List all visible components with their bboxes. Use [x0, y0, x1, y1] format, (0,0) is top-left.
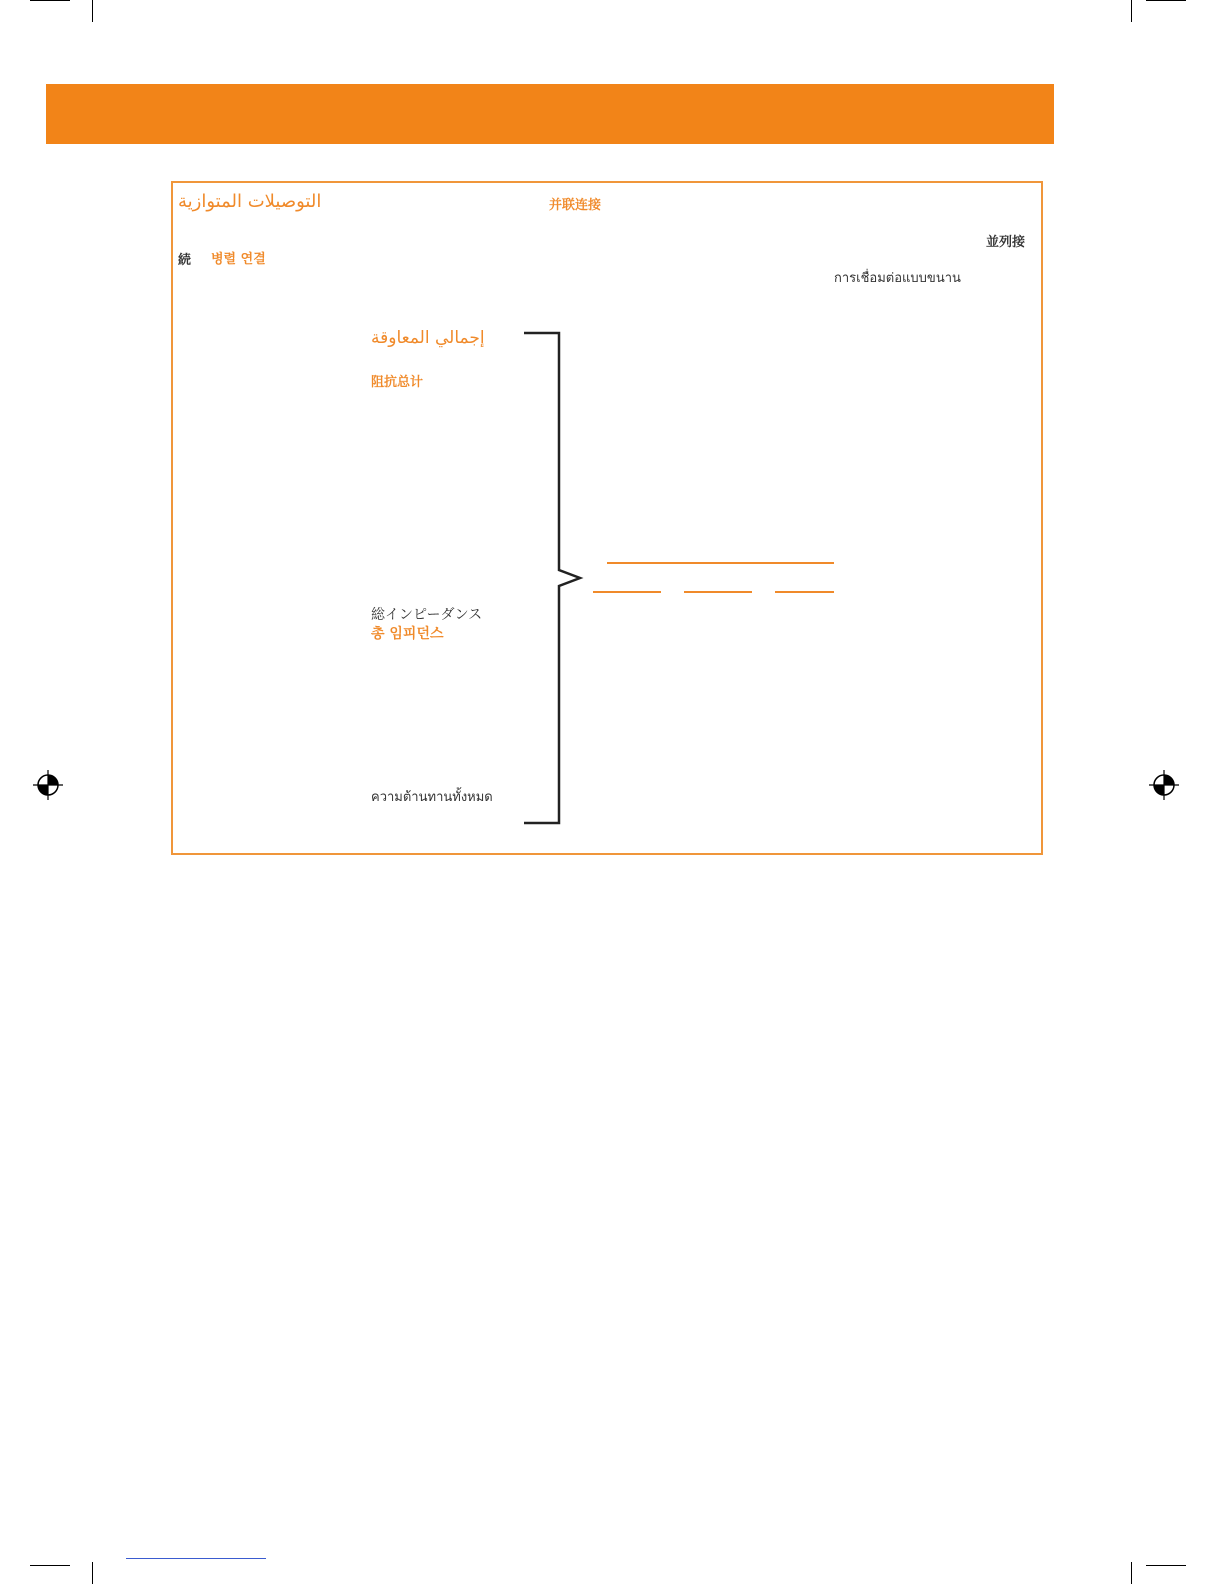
label-total-korean: 총 임피던스: [371, 626, 444, 642]
title-japanese-right: 並列接: [986, 235, 1026, 250]
curly-brace-icon: [524, 333, 580, 823]
label-total-thai: ความต้านทานทั้งหมด: [371, 790, 493, 805]
title-chinese: 并联连接: [549, 198, 602, 213]
registration-mark-icon: [33, 770, 63, 800]
footer-rule: [126, 1558, 266, 1559]
title-arabic: التوصيلات المتوازية: [178, 191, 322, 212]
label-total-arabic: إجمالي المعاوقة: [371, 328, 485, 348]
label-total-japanese: 総インピーダンス: [371, 607, 483, 623]
title-thai: การเชื่อมต่อแบบขนาน: [834, 271, 961, 286]
registration-mark-icon: [1149, 770, 1179, 800]
title-korean: 병렬 연결: [211, 252, 266, 267]
label-total-chinese: 阻抗总计: [371, 375, 424, 390]
title-japanese-left: 続: [178, 253, 192, 268]
